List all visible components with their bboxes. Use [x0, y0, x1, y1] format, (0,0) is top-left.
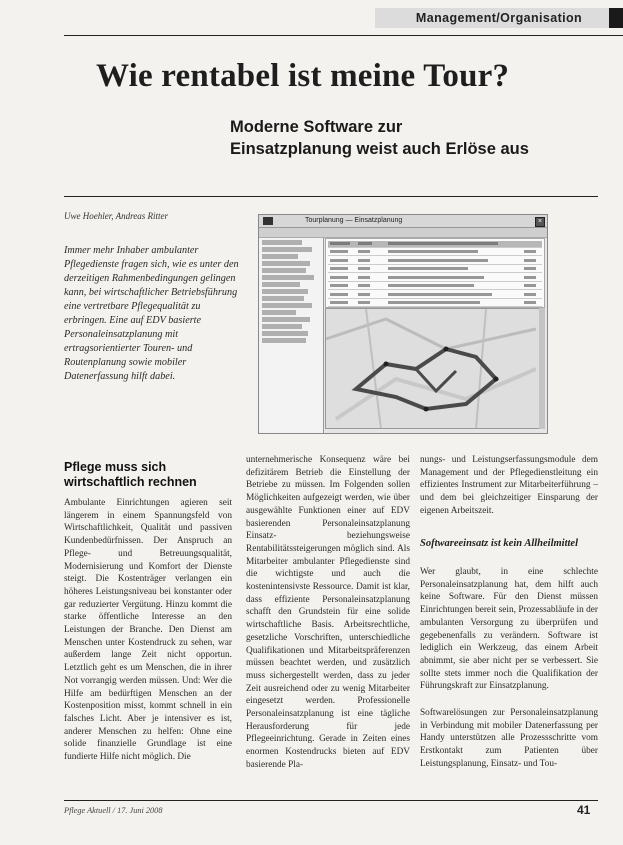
body-column-3b: Wer glaubt, in eine schlechte Personaleinsatzplanung hat, dem hilft auch keine Software. Für den Dienst müssen Einrichtungen bereit sein, Prozessabläufe in der ambulanten Versorgung zu überprüfen und gegebenenfalls zu verändern. Software ist lediglich ein Werkzeug, das einem Arbeit abnimmt, sie aber nicht per se verbessert. Sie sollte stets immer noch die Qualifikation der Führungskraft zur Einsatzplanung.	[420, 567, 598, 692]
section-tab-marker	[609, 8, 623, 28]
subtitle-line-1: Moderne Software zur	[230, 118, 403, 136]
software-screenshot-figure	[258, 214, 548, 434]
software-tour-table	[325, 238, 545, 308]
article-authors: Uwe Hoehler, Andreas Ritter	[64, 211, 168, 221]
section-label-text: Management/Organisation	[415, 11, 583, 25]
close-icon[interactable]: ×	[535, 217, 545, 227]
software-window-titlebar	[259, 215, 547, 228]
top-rule	[64, 35, 623, 36]
app-logo-icon	[263, 217, 273, 225]
section-heading: Pflege muss sich wirtschaftlich rechnen	[64, 460, 197, 489]
article-lead: Immer mehr Inhaber ambulanter Pflegedienste fragen sich, wie es unter den derzeitigen Rahmenbedingungen gelingen kann, bei wirtschaftlicher Betriebsführung eine vertretbare Pflegequalität zu erbringen. Eine auf EDV basierte Personaleinsatzplanung mit ertragsorientierter Touren- und Routenplanung sowie mobiler Datenerfassung hilft dabei.	[64, 245, 239, 382]
software-window-title: Tourplanung — Einsatzplanung	[305, 217, 403, 224]
section-label	[375, 8, 623, 28]
body-column-2: unternehmerische Konsequenz wäre bei defizitärem Betrieb die Einstellung der Betriebe zu müssen. Im Folgenden sollen Möglichkeiten aufgezeigt werden, wie über ausgewählte Funktionen einer auf EDV basierenden Personaleinsatzplanung Einsatz- beziehungsweise Rentabilitätssteigerungen möglich sind. Als Mitarbeiter ambulanter Pflegedienste sind die wichtigste und auch die kostenintensivste Ressource. Damit ist klar, dass effiziente Personaleinsatzplanung schafft den Grundstein für eine solide wirtschaftliche Basis. Arbeitsrechtliche, gesetzliche Vorschriften, unterschiedliche Qualifikationen und Mitarbeitspräferenzen müssen beachtet werden, und zusätzlich muss sichergestellt werden, dass zu jeder Zeit ausreichend oder zu wenig Mitarbeiter eingesetzt werden. Professionelle Personaleinsatzplanung ist eine tägliche Herausforderung für jede Pflegeeinrichtung. Gerade in Zeiten eines enormen Kostendrucks bieten auf EDV basierende Pla-	[246, 455, 410, 770]
software-toolbar	[259, 228, 547, 238]
software-scrollbar[interactable]	[539, 308, 545, 429]
body-column-3c: Softwarelösungen zur Personaleinsatzplanung in Verbindung mit mobiler Datenerfassung per Handy unterstützen alle Prozessschritte vom Erstkontakt zum Patienten über Leistungsplanung, Einsatz- und Tou-	[420, 708, 598, 769]
footer-rule	[64, 800, 598, 801]
column-3-subheading: Softwareeinsatz ist kein Allheilmittel	[420, 538, 579, 549]
software-employee-list	[259, 238, 324, 433]
article-subtitle	[230, 116, 610, 160]
subtitle-rule	[64, 196, 598, 197]
body-column-3: nungs- und Leistungserfassungsmodule dem Management und der Pflegedienstleitung ein effizientes Instrument zur Mitarbeiterführung – und dem bei gleichzeitiger Einsparung der eigenen Arbeitszeit.	[420, 455, 598, 516]
body-column-1: Ambulante Einrichtungen agieren seit längerem in einem Spannungsfeld von Wirtschaftlichkeit, Qualität und passiven Kundenbedürfnissen. Der Anspruch an Pflege- und Betreuungsqualität, Modernisierung und Komfort der Dienste steigt. Die Kostenträger verlangen ein höheres Leistungsniveau bei konstanter oder gar reduzierter Vergütung. Hinzu kommt die starke öffentliche Interesse an den Leistungen der Branche. Den Dienst am Menschen unter Kostendruck zu sehen, war außerdem lange Zeit nicht opportun. Letztlich geht es um Menschen, die in ihrer Not vorrangig werden müssen. Und: Wer die Hilfe am bedürftigen Menschen an der Kostenposition misst, kommt schnell in ein falsches Licht. Aber je intensiver es ist, anderer Menschen zu helfen: Ohne eine solide finanzielle Grundlage ist eine fundierte Hilfe nicht möglich. Die	[64, 498, 232, 763]
page-number: 41	[577, 803, 591, 817]
route-map-graphic	[326, 309, 536, 429]
article-title: Wie rentabel ist meine Tour?	[96, 58, 510, 94]
subtitle-line-2: Einsatzplanung weist auch Erlöse aus	[230, 140, 529, 158]
software-route-map	[325, 308, 545, 429]
page-footer: Pflege Aktuell / 17. Juni 2008	[64, 806, 163, 815]
